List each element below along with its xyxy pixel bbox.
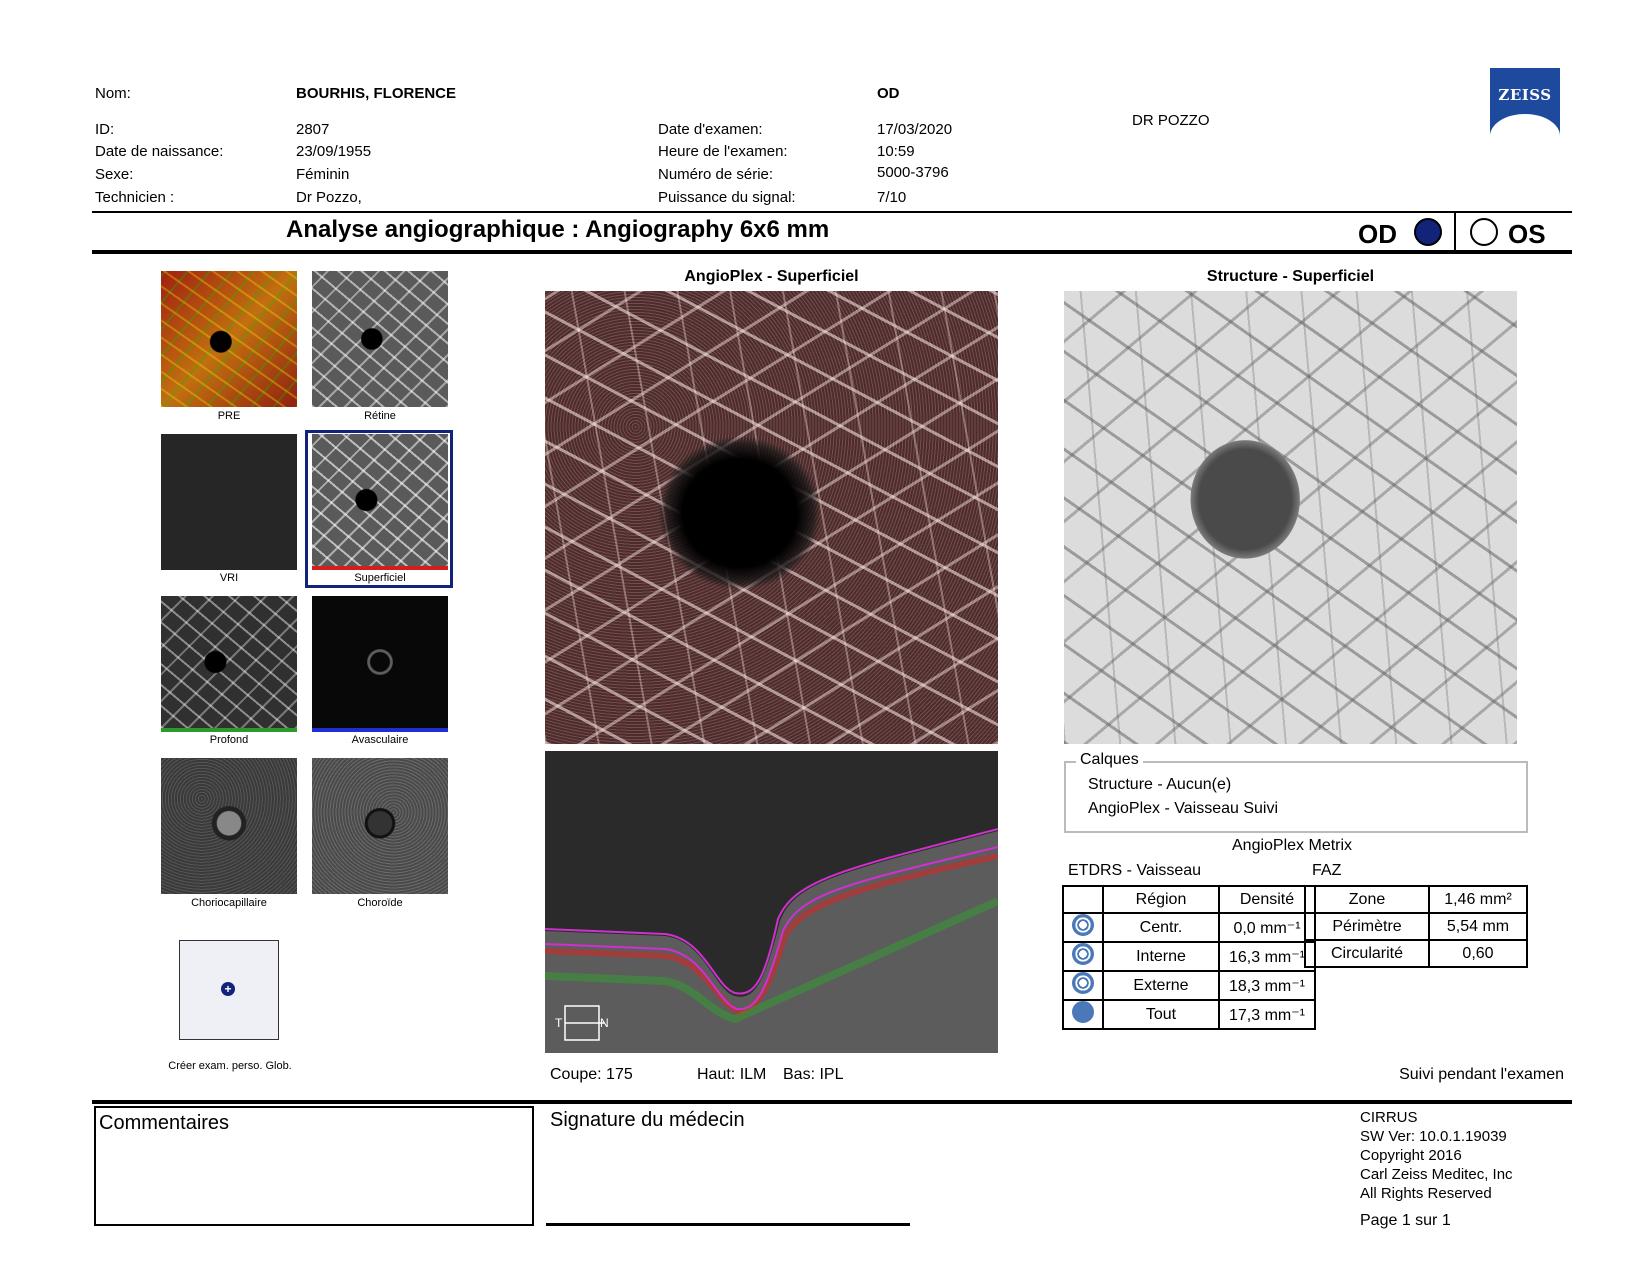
thumbnail-superficiel-label: Superficiel [354,572,406,584]
faz-label: Circularité [1305,940,1429,967]
sex-label: Sexe: [95,166,134,183]
metrix-title: AngioPlex Metrix [1232,837,1353,854]
etdrs-center-icon [1072,914,1094,936]
faz-label: Zone [1305,886,1429,913]
etdrs-region: Interne [1103,942,1219,971]
bscan-image [545,751,998,1053]
bscan-bas: Bas: IPL [783,1066,844,1083]
etdrs-value: 18,3 mm⁻¹ [1219,971,1315,1000]
etdrs-outer-icon [1072,972,1094,994]
tech-label: Technicien : [95,189,175,206]
footer-info [1360,1108,1513,1203]
thumbnail-choriocapillaire[interactable] [161,758,297,894]
od-radio[interactable] [1414,218,1442,246]
thumbnail-avasculaire-label: Avasculaire [351,734,409,746]
footer-rights: All Rights Reserved [1360,1185,1492,1202]
footer-copyright: Copyright 2016 [1360,1147,1462,1164]
od-label: OD [1358,219,1397,249]
thumbnail-vri-label: VRI [219,572,239,584]
footer-sw-version: SW Ver: 10.0.1.19039 [1360,1128,1507,1145]
bscan-haut: Haut: ILM [697,1066,767,1083]
etdrs-full-icon [1072,1001,1094,1023]
exam-date-label: Date d'examen: [658,121,763,138]
id-label: ID: [95,121,115,138]
page-title: Analyse angiographique : Angiography 6x6 mm [286,216,830,243]
calques-angioplex: AngioPlex - Vaisseau Suivi [1088,800,1279,817]
faz-label: Périmètre [1305,913,1429,940]
footer-company: Carl Zeiss Meditec, Inc [1360,1166,1513,1183]
etdrs-region: Externe [1103,971,1219,1000]
footer-product: CIRRUS [1360,1109,1418,1126]
etdrs-value: 0,0 mm⁻¹ [1219,913,1315,942]
angioplex-title: AngioPlex - Superficiel [684,268,859,285]
faz-value: 0,60 [1429,940,1527,967]
serial-label: Numéro de série: [658,166,774,183]
etdrs-header-density: Densité [1219,886,1315,913]
bscan-nasal-label: N [600,1016,609,1030]
footer-divider [92,1100,1572,1104]
serial-number: 5000-3796 [877,164,949,181]
etdrs-table [1062,885,1316,1030]
etdrs-value: 16,3 mm⁻¹ [1219,942,1315,971]
etdrs-inner-icon [1072,943,1094,965]
faz-table [1304,885,1528,968]
exam-time: 10:59 [877,143,915,160]
patient-dob: 23/09/1955 [296,143,372,160]
faz-value: 5,54 mm [1429,913,1527,940]
faz-value: 1,46 mm² [1429,886,1527,913]
thumbnail-choroide[interactable] [312,758,448,894]
thumbnail-retine-label: Rétine [364,410,396,422]
zeiss-logo-text: ZEISS [1498,86,1552,104]
structure-image [1064,291,1517,744]
exam-date: 17/03/2020 [877,121,953,138]
thumbnail-choroide-label: Choroïde [357,897,403,909]
custom-exam-button[interactable] [179,940,279,1040]
title-divider [92,250,1572,254]
thumbnail-profond-label: Profond [209,734,249,746]
thumbnail-pre[interactable] [161,271,297,407]
doctor-name: DR POZZO [1132,112,1210,129]
bscan-coupe: Coupe: 175 [550,1066,633,1083]
thumbnail-avasculaire[interactable] [312,596,448,732]
custom-exam-label: Créer exam. perso. Glob. [168,1060,292,1072]
tracking-status: Suivi pendant l'examen [1399,1066,1564,1083]
signature-line [546,1223,910,1226]
thumbnail-retine[interactable] [312,271,448,407]
etdrs-header-region: Région [1103,886,1219,913]
os-radio[interactable] [1470,218,1498,246]
technician: Dr Pozzo, [296,189,362,206]
plus-icon: + [221,982,235,996]
patient-name: BOURHIS, FLORENCE [296,85,457,102]
comments-label: Commentaires [99,1112,230,1134]
name-label: Nom: [95,85,131,102]
eye-label: OD [877,85,900,102]
patient-sex: Féminin [296,166,350,183]
thumbnail-vri[interactable] [161,434,297,570]
etdrs-value: 17,3 mm⁻¹ [1219,1000,1315,1029]
signature-label: Signature du médecin [550,1109,745,1131]
etdrs-region: Centr. [1103,913,1219,942]
os-label: OS [1508,219,1546,249]
thumbnail-pre-label: PRE [217,410,241,422]
calques-structure: Structure - Aucun(e) [1088,776,1232,793]
eye-divider [1454,212,1456,250]
etdrs-region: Tout [1103,1000,1219,1029]
thumbnail-superficiel[interactable] [312,434,448,570]
signal-strength: 7/10 [877,189,907,206]
patient-id: 2807 [296,121,330,138]
faz-title: FAZ [1312,862,1342,879]
calques-title: Calques [1076,751,1143,769]
dob-label: Date de naissance: [95,143,224,160]
bscan-temporal-label: T [555,1016,563,1030]
etdrs-title: ETDRS - Vaisseau [1068,862,1202,879]
header-divider [92,211,1572,213]
page-number: Page 1 sur 1 [1360,1212,1451,1229]
calques-box [1064,761,1528,833]
exam-time-label: Heure de l'examen: [658,143,788,160]
thumbnail-choriocapillaire-label: Choriocapillaire [191,897,267,909]
zeiss-logo [1490,68,1560,136]
structure-title: Structure - Superficiel [1206,268,1375,285]
angioplex-image [545,291,998,744]
signal-label: Puissance du signal: [658,189,796,206]
thumbnail-profond[interactable] [161,596,297,732]
